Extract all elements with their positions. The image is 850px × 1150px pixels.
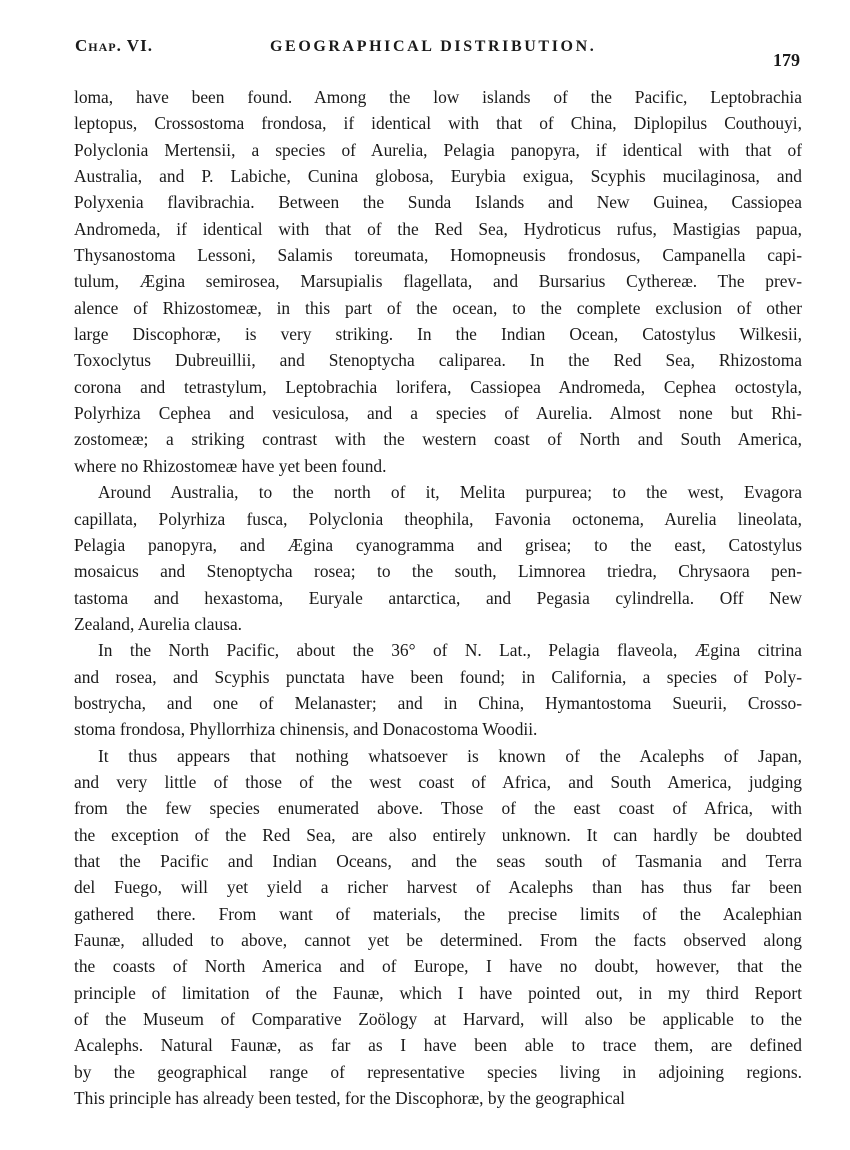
- text-line: of the Museum of Comparative Zoölogy at Harvard, will also be applicable to the: [74, 1009, 802, 1030]
- text-line: Faunæ, alluded to above, cannot yet be determined. From the facts observed along: [74, 930, 802, 950]
- text-line: del Fuego, will yet yield a richer harvest of Acalephs than has thus far been: [74, 877, 802, 898]
- text-line: the exception of the Red Sea, are also entirely unknown. It can hardly be doubted: [74, 824, 802, 845]
- text-line: capillata, Polyrhiza fusca, Polyclonia theophila, Favonia octonema, Aurelia lineolata,: [74, 508, 802, 529]
- text-line: stoma frondosa, Phyllorrhiza chinensis, and Donacostoma Woodii.: [74, 719, 538, 740]
- text-line: In the North Pacific, about the 36° of N. Lat., Pelagia flaveola, Ægina citrina: [98, 640, 802, 661]
- text-line: mosaicus and Stenoptycha rosea; to the south, Limnorea triedra, Chrysaora pen-: [74, 561, 802, 582]
- text-line: Around Australia, to the north of it, Melita purpurea; to the west, Evagora: [98, 482, 802, 503]
- text-line: corona and tetrastylum, Leptobrachia lorifera, Cassiopea Andromeda, Cephea octostyla,: [74, 376, 802, 397]
- text-line: zostomeæ; a striking contrast with the western coast of North and South America,: [74, 429, 802, 450]
- running-title: GEOGRAPHICAL DISTRIBUTION.: [270, 38, 597, 55]
- text-line: Pelagia panopyra, and Ægina cyanogramma and grisea; to the east, Catostylus: [74, 534, 802, 555]
- text-line: Australia, and P. Labiche, Cunina globosa, Eurybia exigua, Scyphis mucilaginosa, and: [74, 166, 802, 187]
- text-line: loma, have been found. Among the low islands of the Pacific, Leptobrachia: [74, 87, 802, 107]
- text-line: Acalephs. Natural Faunæ, as far as I have been able to trace them, are defined: [74, 1035, 802, 1056]
- text-line: This principle has already been tested, for the Discophoræ, by the geographical: [74, 1088, 626, 1109]
- page-number: 179: [773, 50, 800, 70]
- text-line: bostrycha, and one of Melanaster; and in China, Hymantostoma Sueurii, Crosso-: [74, 692, 802, 713]
- text-line: where no Rhizostomeæ have yet been found.: [74, 455, 387, 476]
- text-line: and rosea, and Scyphis punctata have been found; in California, a species of Poly-: [74, 666, 802, 687]
- text-line: that the Pacific and Indian Oceans, and the seas south of Tasmania and Terra: [74, 850, 802, 871]
- text-line: from the few species enumerated above. Those of the east coast of Africa, with: [74, 798, 802, 819]
- text-line: by the geographical range of representative species living in adjoining regions.: [74, 1061, 802, 1082]
- text-line: Polyxenia flavibrachia. Between the Sunda Islands and New Guinea, Cassiopea: [74, 192, 802, 213]
- text-line: tastoma and hexastoma, Euryale antarctica, and Pegasia cylindrella. Off New: [74, 587, 802, 608]
- body-text: [74, 84, 802, 1111]
- paragraph: [74, 84, 802, 479]
- text-line: Thysanostoma Lessoni, Salamis toreumata, Homopneusis frondosus, Campanella capi-: [74, 245, 802, 266]
- text-line: Toxoclytus Dubreuillii, and Stenoptycha caliparea. In the Red Sea, Rhizostoma: [74, 350, 802, 371]
- text-line: It thus appears that nothing whatsoever is known of the Acalephs of Japan,: [98, 745, 802, 766]
- text-line: leptopus, Crossostoma frondosa, if identical with that of China, Diplopilus Couthouyi,: [74, 113, 802, 134]
- text-line: large Discophoræ, is very striking. In the Indian Ocean, Catostylus Wilkesii,: [74, 324, 802, 345]
- text-line: Zealand, Aurelia clausa.: [74, 613, 243, 634]
- text-line: the coasts of North America and of Europe, I have no doubt, however, that the: [74, 956, 802, 977]
- text-line: gathered there. From want of materials, the precise limits of the Acalephian: [74, 903, 802, 924]
- paragraph: [74, 743, 802, 1112]
- text-line: Polyrhiza Cephea and vesiculosa, and a species of Aurelia. Almost none but Rhi-: [74, 403, 802, 424]
- text-line: alence of Rhizostomeæ, in this part of the ocean, to the complete exclusion of other: [74, 297, 802, 318]
- text-line: principle of limitation of the Faunæ, which I have pointed out, in my third Report: [74, 982, 802, 1003]
- paragraph: [74, 479, 802, 637]
- text-line: Polyclonia Mertensii, a species of Aurelia, Pelagia panopyra, if identical with that of: [74, 139, 802, 160]
- running-header: [75, 36, 800, 76]
- chapter-label: Chap. VI.: [75, 36, 153, 55]
- paragraph: [74, 637, 802, 742]
- text-line: and very little of those of the west coast of Africa, and South America, judging: [74, 771, 802, 792]
- text-line: tulum, Ægina semirosea, Marsupialis flagellata, and Bursarius Cythereæ. The prev-: [74, 271, 802, 292]
- text-line: Andromeda, if identical with that of the Red Sea, Hydroticus rufus, Mastigias papua,: [74, 218, 802, 239]
